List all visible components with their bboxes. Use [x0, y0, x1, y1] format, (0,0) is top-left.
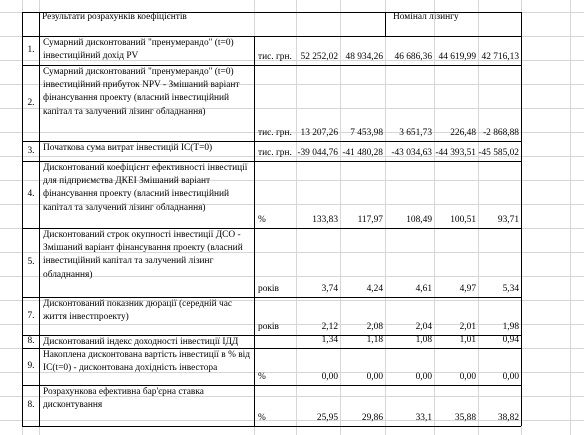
row-value: 29,86: [361, 413, 383, 423]
row-value: 38,82: [497, 413, 519, 423]
row-value: 3,74: [321, 284, 338, 294]
table-border: [254, 36, 255, 426]
row-indicator-name: Сумарний дисконтований "пренумерандо" (t=0) інвестиційний прибуток NPV - Змішаний варіант фінансування проекту (власний інвестиційний капітал та залучений лізинг обладнання): [43, 67, 240, 117]
row-unit: %: [258, 215, 266, 225]
row-value: 0,00: [321, 372, 338, 382]
row-value: 44 619,99: [438, 52, 476, 62]
row-value: -2 868,88: [483, 128, 519, 138]
row-number: 5.: [27, 257, 35, 267]
row-unit: [256, 334, 296, 348]
row-value: 0,94: [502, 335, 519, 345]
row-value: 1,34: [321, 335, 338, 345]
row-value: 42 716,13: [481, 52, 519, 62]
row-value: -39 044,76: [297, 148, 338, 158]
row-unit: тис. грн.: [258, 128, 292, 138]
row-indicator-name: Дисконтований індекс доходності інвестиції ІДД: [43, 337, 239, 347]
row-value: 46 686,36: [394, 52, 432, 62]
row-value: 4,97: [459, 284, 476, 294]
grid-line: [570, 0, 571, 435]
row-indicator-name: Сумарний дисконтований "пренумерандо" (t=0) інвестиційний дохід PV: [43, 38, 234, 62]
row-unit: років: [258, 284, 279, 294]
row-value: 1,08: [415, 335, 432, 345]
row-value: 4,24: [366, 284, 383, 294]
row-unit: років: [258, 322, 279, 332]
leasing-nominal-header: Номінал лізингу: [393, 12, 459, 22]
row-number: 8.: [27, 400, 35, 410]
row-value: 7 453,98: [350, 128, 383, 138]
row-value: 48 934,26: [345, 52, 383, 62]
table-border: [521, 12, 522, 426]
row-value: 1,01: [459, 335, 476, 345]
row-indicator-name: Дисконтований показник дюрації (середній час життя інвестпроекту): [43, 299, 233, 323]
row-number: 1.: [27, 45, 35, 55]
row-indicator-name: Початкова сума витрат інвестицій IC(T=0): [43, 143, 213, 153]
row-value: 1,18: [366, 335, 383, 345]
row-unit: %: [258, 372, 266, 382]
row-number: 9.: [27, 361, 35, 371]
row-indicator-name: Дисконтований коефіцієнт ефективності інвестиції для підприємства ДКЕІ Змішаний варіант фінансування проекту (власний інвестиційний капітал та залучений лізинг обладнання): [43, 163, 248, 213]
row-unit: тис. грн.: [258, 148, 292, 158]
row-value: 93,71: [497, 215, 519, 225]
row-indicator-name: Дисконтований строк окупності інвестиції ДСО - Змішаний варіант фінансування проекту (власний інвестиційний капітал та залучений лізинг обладнання): [43, 230, 243, 280]
table-border: [385, 12, 386, 36]
table-title: Результати розрахунків коефіцієнтів: [42, 12, 187, 22]
row-value: 0,00: [415, 372, 432, 382]
row-value: 2,08: [366, 322, 383, 332]
row-value: 1,98: [502, 322, 519, 332]
row-indicator-name: Розрахункова ефективна бар'єрна ставка дисконтування: [43, 387, 204, 411]
row-value: -41 480,28: [342, 148, 383, 158]
row-value: 0,00: [502, 372, 519, 382]
row-value: 2,01: [459, 322, 476, 332]
row-value: 4,61: [415, 284, 432, 294]
row-number: 2.: [27, 97, 35, 108]
row-value: -44 393,51: [435, 148, 476, 158]
row-value: 133,83: [312, 215, 338, 225]
row-value: 0,00: [366, 372, 383, 382]
row-number: 4.: [27, 189, 35, 199]
row-value: 0,00: [459, 372, 476, 382]
table-border: [22, 12, 521, 13]
row-value: 2,04: [415, 322, 432, 332]
row-number: 8.: [27, 336, 35, 346]
row-value: 33,1: [415, 413, 432, 423]
row-number: 7.: [27, 310, 35, 321]
row-value: 35,88: [454, 413, 476, 423]
row-value: 108,49: [406, 215, 432, 225]
row-unit: тис. грн.: [258, 52, 292, 62]
row-number: 3.: [27, 145, 35, 156]
row-value: 2,12: [321, 322, 338, 332]
row-value: 5,34: [502, 284, 519, 294]
row-value: -43 034,63: [391, 148, 432, 158]
row-value: 100,51: [450, 215, 476, 225]
table-border: [22, 426, 521, 427]
row-value: 13 207,26: [300, 128, 338, 138]
row-value: 52 252,02: [300, 52, 338, 62]
row-value: 226,48: [450, 128, 476, 138]
row-indicator-name: Накоплена дисконтована вартість інвестиції в % від ІС(t=0) - дисконтована дохідність інвестора: [43, 350, 251, 374]
row-value: 3 651,73: [399, 128, 432, 138]
row-unit: %: [258, 413, 266, 423]
row-value: -45 585,02: [478, 148, 519, 158]
row-value: 117,97: [357, 215, 383, 225]
row-value: 25,95: [316, 413, 338, 423]
